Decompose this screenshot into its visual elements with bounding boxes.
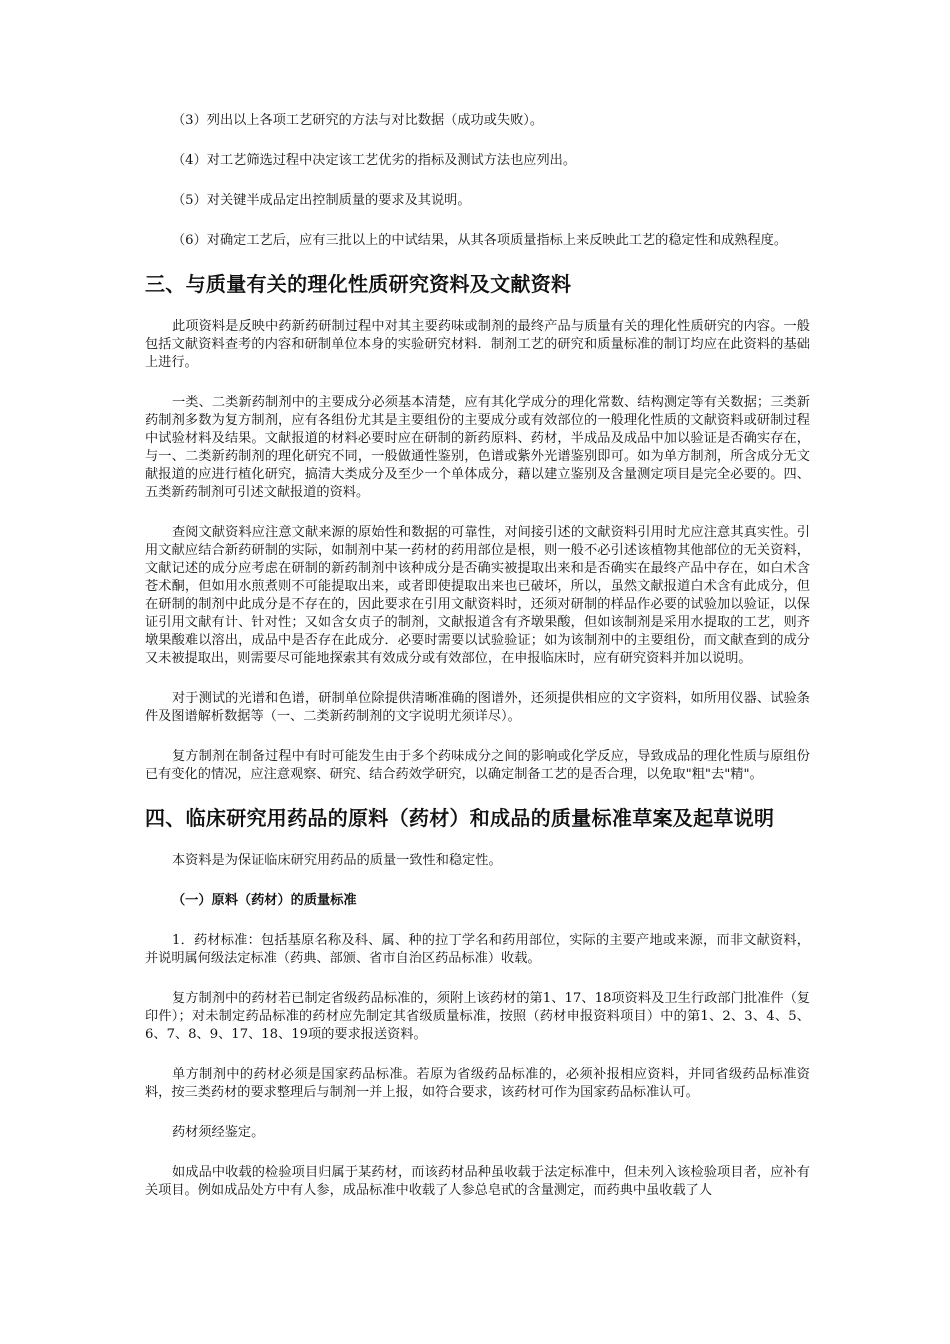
- section-4-paragraph: 复方制剂中的药材若已制定省级药品标准的，须附上该药材的第1、17、18项资料及卫生行政部门批准件（复印件）；对未制定药品标准的药材应先制定其省级质量标准，按照（药材申报资料项目）中的第1、2、3、4、5、6、7、8、9、17、18、19项的要求报送资料。: [145, 991, 810, 1042]
- section-4-heading: 四、临床研究用药品的原料（药材）和成品的质量标准草案及起草说明: [145, 806, 775, 830]
- section-3-paragraph: 查阅文献资料应注意文献来源的原始性和数据的可靠性，对间接引述的文献资料引用时尤应注意其真实性。引用文献应结合新药研制的实际，如制剂中某一药材的药用部位是根，则一般不必引述该植物其他部位的无关资料，文献记述的成分应考虑在研制的新药制剂中该种成分是否确实被提取出来和是否确实在最终产品中存在，如白术含苍术酮，但如用水煎煮则不可能提取出来，或者即使提取出来也已破坏，所以，虽然文献报道白术含有此成分，但在研制的制剂中此成分是不存在的，因此要求在引用文献资料时，还须对研制的样品作必要的试验加以验证，以保证引用文献有计、针对性；又如含女贞子的制剂，文献报道含有齐墩果酸，但如该制剂是采用水提取的工艺，则齐墩果酸难以溶出，成品中是否存在此成分．必要时需要以试验验证；如为该制剂中的主要组份，而文献查到的成分又未被提取出，则需要尽可能地探索其有效成分或有效部位，在申报临床时，应有研究资料并加以说明。: [145, 525, 810, 666]
- item-6: （6）对确定工艺后，应有三批以上的中试结果，从其各项质量指标上来反映此工艺的稳定性和成熟程度。: [172, 233, 788, 248]
- section-3-paragraph: 对于测试的光谱和色谱，研制单位除提供清晰准确的图谱外，还须提供相应的文字资料，如所用仪器、试验条件及图谱解析数据等（一、二类新药制剂的文字说明尤须详尽）。: [145, 691, 810, 724]
- section-3-paragraph: 此项资料是反映中药新药研制过程中对其主要药味或制剂的最终产品与质量有关的理化性质研究的内容。一般包括文献资料查考的内容和研制单位本身的实验研究材料．制剂工艺的研究和质量标准的制订均应在此资料的基础上进行。: [145, 319, 810, 370]
- section-4-paragraph: 单方制剂中的药材必须是国家药品标准。若原为省级药品标准的，必须补报相应资料，并同省级药品标准资料，按三类药材的要求整理后与制剂一并上报，如符合要求，该药材可作为国家药品标准认可。: [145, 1067, 810, 1100]
- item-4: （4）对工艺筛选过程中决定该工艺优劣的指标及测试方法也应列出。: [172, 153, 577, 168]
- section-4-paragraph: 如成品中收载的检验项目归属于某药材，而该药材品种虽收载于法定标准中，但未列入该检验项目者，应补有关项目。例如成品处方中有人参，成品标准中收载了人参总皂甙的含量测定，而药典中虽收载了人: [145, 1165, 810, 1198]
- item-5: （5）对关键半成品定出控制质量的要求及其说明。: [172, 193, 471, 208]
- section-3-heading: 三、与质量有关的理化性质研究资料及文献资料: [145, 272, 572, 296]
- section-4-intro: 本资料是为保证临床研究用药品的质量一致性和稳定性。: [172, 853, 502, 868]
- item-3: （3）列出以上各项工艺研究的方法与对比数据（成功或失败）。: [172, 113, 544, 128]
- document-page: [145, 112, 810, 1222]
- section-4-subheading: （一）原料（药材）的质量标准: [172, 893, 357, 908]
- section-3-paragraph: 复方制剂在制备过程中有时可能发生由于多个药味成分之间的影响或化学反应，导致成品的理化性质与原组份已有变化的情况，应注意观察、研究、结合药效学研究，以确定制备工艺的是否合理，以免取"粗"去"精"。: [145, 749, 810, 782]
- section-3-paragraph: 一类、二类新药制剂中的主要成分必须基本清楚，应有其化学成分的理化常数、结构测定等有关数据；三类新药制剂多数为复方制剂，应有各组份尤其是主要组份的主要成分或有效部位的一般理化性质的文献资料或研制过程中试验材料及结果。文献报道的材料必要时应在研制的新药原料、药材，半成品及成品中加以验证是否确实存在，与一、二类新药制剂的理化研究不同，一般做通性鉴别，色谱或紫外光谱鉴别即可。如为单方制剂，所含成分无文献报道的应进行植化研究，搞清大类成分及至少一个单体成分，藉以建立鉴别及含量测定项目是完全必要的。四、五类新药制剂可引述文献报道的资料。: [145, 395, 810, 500]
- section-4-paragraph: 药材须经鉴定。: [172, 1125, 265, 1140]
- section-4-paragraph: 1．药材标准：包括基原名称及科、属、种的拉丁学名和药用部位，实际的主要产地或来源，而非文献资料，并说明属何级法定标准（药典、部颁、省市自治区药品标准）收载。: [145, 933, 810, 966]
